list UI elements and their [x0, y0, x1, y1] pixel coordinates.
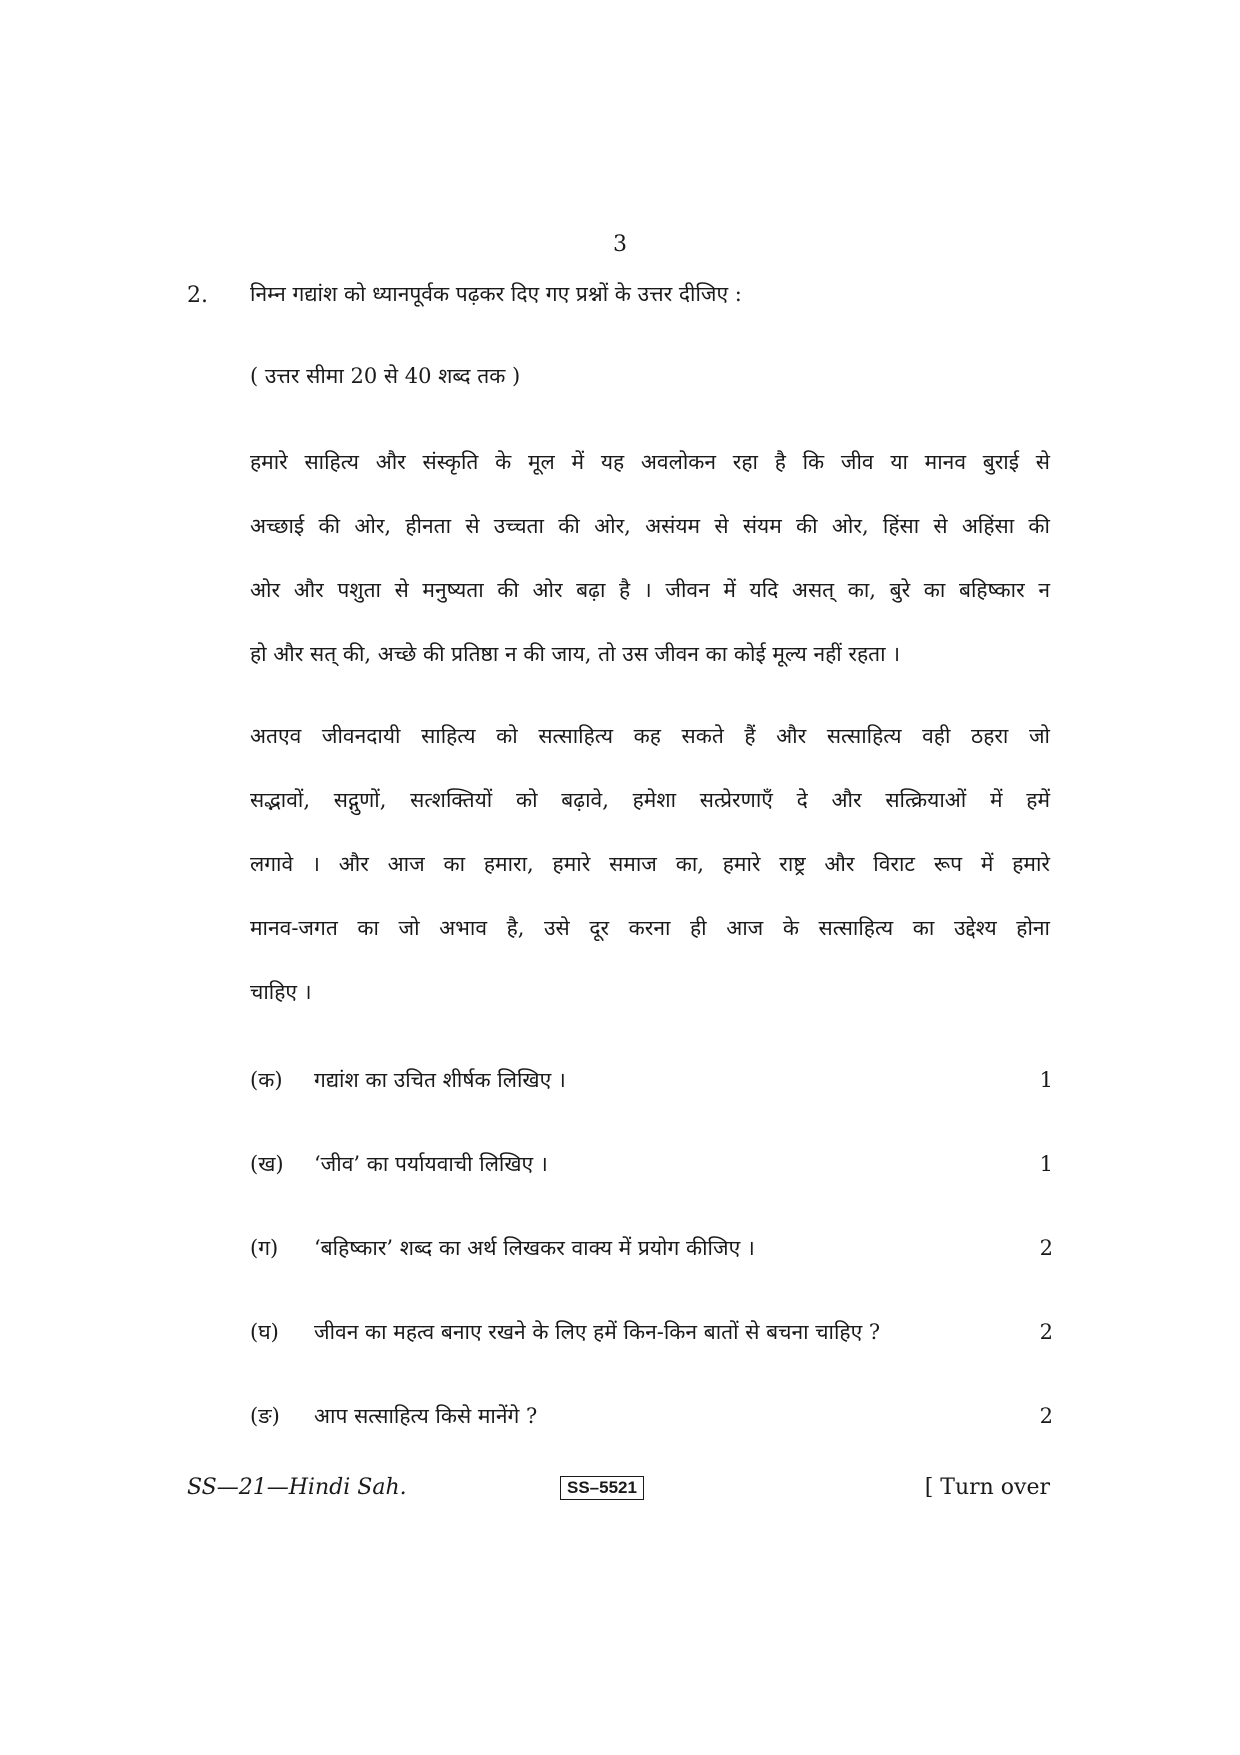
sub-question-marks: 1 [1039, 1152, 1053, 1176]
passage-line: अच्छाई की ओर, हीनता से उच्चता की ओर, असंयम से संयम की ओर, हिंसा से अहिंसा की [250, 514, 1050, 538]
word-limit: ( उत्तर सीमा 20 से 40 शब्द तक ) [250, 364, 521, 388]
sub-question-label: (क) [250, 1068, 283, 1092]
sub-question-text: ‘बहिष्कार’ शब्द का अर्थ लिखकर वाक्य में प्रयोग कीजिए । [314, 1236, 755, 1260]
passage-line: अतएव जीवनदायी साहित्य को सत्साहित्य कह सकते हैं और सत्साहित्य वही ठहरा जो [250, 724, 1050, 748]
sub-question-marks: 2 [1039, 1320, 1053, 1344]
passage-line: ओर और पशुता से मनुष्यता की ओर बढ़ा है । जीवन में यदि असत् का, बुरे का बहिष्कार न [250, 578, 1050, 602]
sub-question-gha [250, 1316, 1053, 1348]
footer-series-code: SS–5521 [560, 1476, 644, 1500]
footer-turn-over: [ Turn over [924, 1475, 1050, 1500]
sub-question-marks: 2 [1039, 1236, 1053, 1260]
footer-paper-code: SS—21—Hindi Sah. [187, 1475, 407, 1500]
question-instruction: निम्न गद्यांश को ध्यानपूर्वक पढ़कर दिए गए प्रश्नों के उत्तर दीजिए : [250, 282, 742, 306]
passage-line: चाहिए । [250, 980, 312, 1004]
sub-question-label: (ख) [250, 1152, 284, 1176]
question-number: 2. [187, 283, 208, 308]
sub-question-marks: 1 [1039, 1068, 1053, 1092]
passage-line: मानव-जगत का जो अभाव है, उसे दूर करना ही आज के सत्साहित्य का उद्देश्य होना [250, 916, 1050, 940]
passage-line: हमारे साहित्य और संस्कृति के मूल में यह अवलोकन रहा है कि जीव या मानव बुराई से [250, 450, 1050, 474]
sub-question-ka [250, 1064, 1053, 1096]
sub-question-marks: 2 [1039, 1404, 1053, 1428]
sub-question-text: गद्यांश का उचित शीर्षक लिखिए । [314, 1068, 566, 1092]
passage-line: लगावे । और आज का हमारा, हमारे समाज का, हमारे राष्ट्र और विराट रूप में हमारे [250, 852, 1050, 876]
passage-line: हो और सत् की, अच्छे की प्रतिष्ठा न की जाय, तो उस जीवन का कोई मूल्य नहीं रहता । [250, 642, 901, 666]
sub-question-text: आप सत्साहित्य किसे मानेंगे ? [314, 1404, 538, 1428]
sub-question-label: (घ) [250, 1320, 279, 1344]
passage-line: सद्भावों, सद्गुणों, सत्शक्तियों को बढ़ावे, हमेशा सत्प्रेरणाएँ दे और सत्क्रियाओं में हमें [250, 788, 1050, 812]
sub-question-text: ‘जीव’ का पर्यायवाची लिखिए । [314, 1152, 548, 1176]
page-number: 3 [613, 232, 627, 257]
sub-question-nga [250, 1400, 1053, 1432]
sub-question-ga [250, 1232, 1053, 1264]
sub-question-text: जीवन का महत्व बनाए रखने के लिए हमें किन-किन बातों से बचना चाहिए ? [314, 1320, 881, 1344]
sub-question-kha [250, 1148, 1053, 1180]
sub-question-label: (ग) [250, 1236, 279, 1260]
sub-question-label: (ङ) [250, 1404, 280, 1428]
